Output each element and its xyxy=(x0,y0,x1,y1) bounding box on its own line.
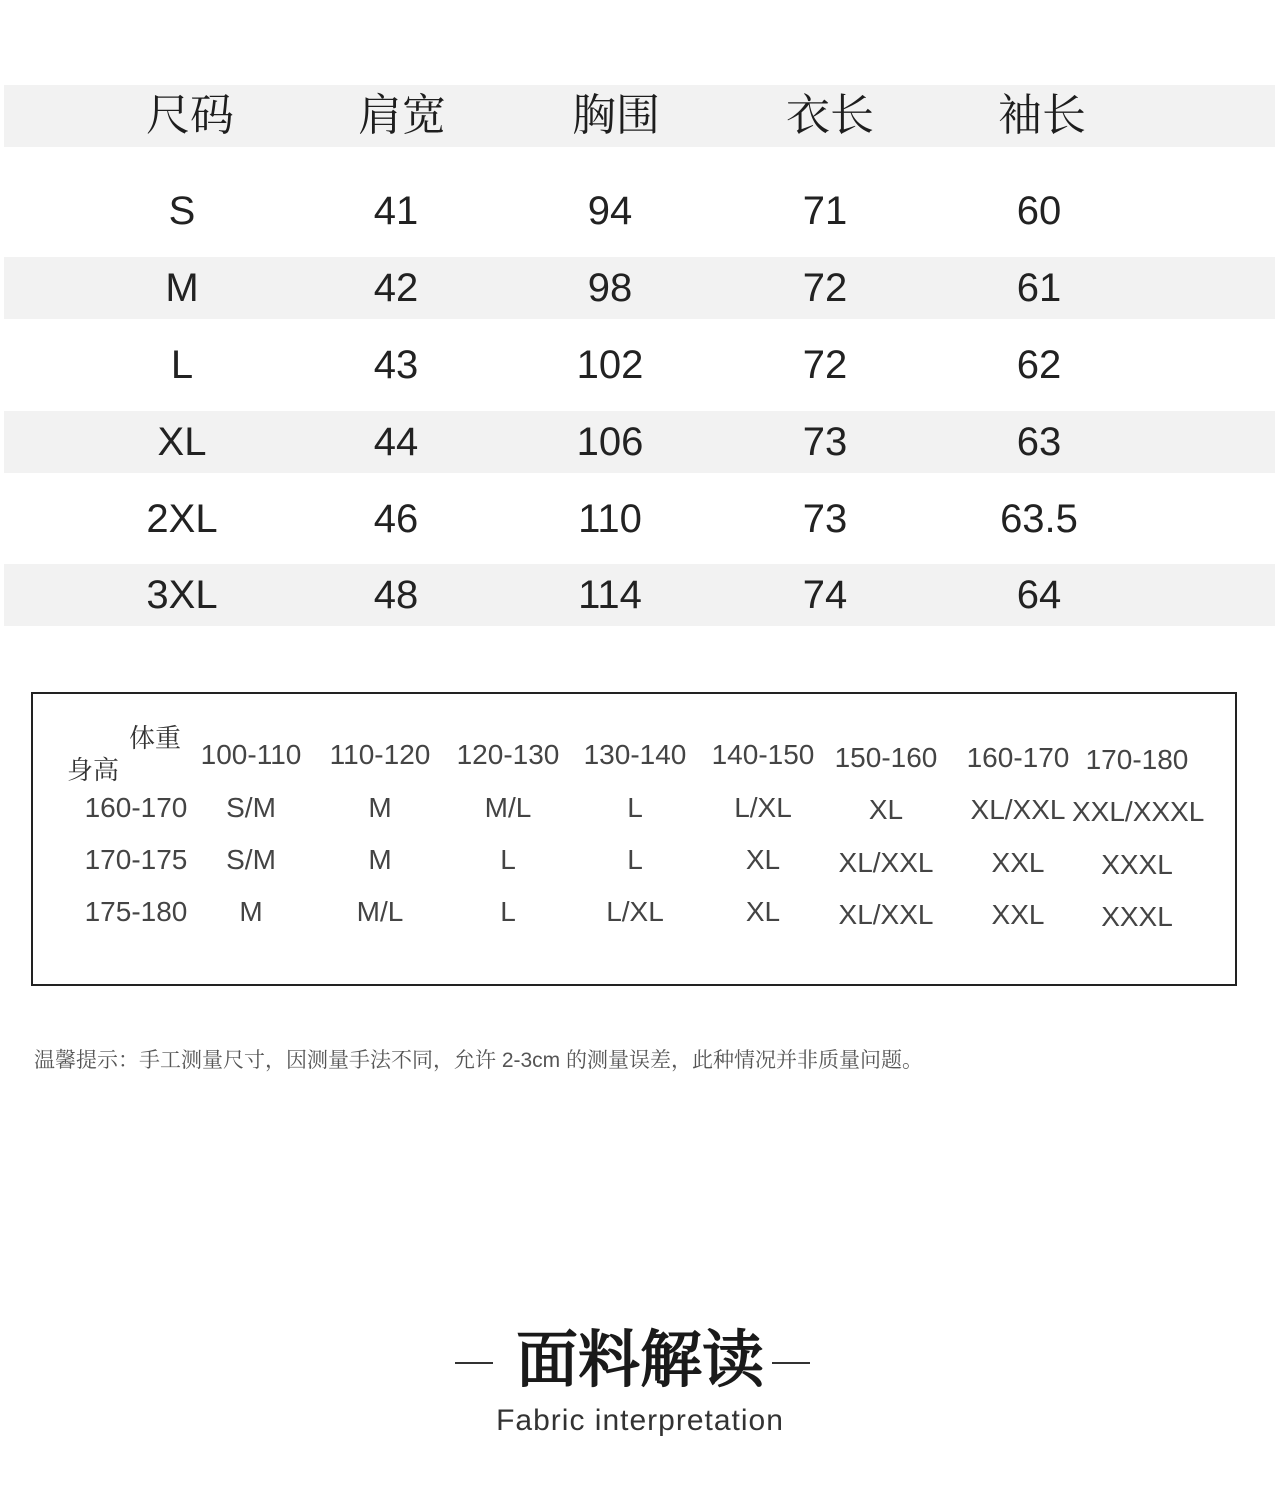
size-recommendation-table xyxy=(31,692,1237,986)
table-row xyxy=(4,257,1275,319)
size-suggestion: XL/XXL xyxy=(838,899,934,930)
table-cell: 42 xyxy=(373,266,419,310)
table-cell: 61 xyxy=(1016,266,1062,310)
size-cell: L xyxy=(170,343,194,387)
table-cell: 46 xyxy=(373,497,419,541)
table-row xyxy=(4,564,1275,626)
size-cell: M xyxy=(165,266,199,310)
table-cell: 94 xyxy=(587,189,633,233)
table-cell: 110 xyxy=(578,497,642,541)
size-suggestion: M/L xyxy=(356,896,404,927)
size-suggestion: XL xyxy=(745,896,781,927)
table-cell: 106 xyxy=(576,420,644,464)
size-suggestion: L xyxy=(500,896,516,927)
size-suggestion: XXL xyxy=(991,899,1045,930)
weight-range-header: 140-150 xyxy=(711,739,815,770)
section-title: 面料解读 xyxy=(515,1323,764,1396)
header-cell: 袖长 xyxy=(998,91,1086,140)
header-cell: 胸围 xyxy=(572,91,660,140)
table-cell: 98 xyxy=(587,266,633,310)
table-row xyxy=(4,180,1275,242)
size-suggestion: XXL xyxy=(991,847,1045,878)
size-table-header xyxy=(4,85,1275,147)
measurement-tip: 温馨提示：手工测量尺寸，因测量手法不同，允许 2-3cm 的测量误差，此种情况并非质量问题。 xyxy=(34,1049,924,1072)
table-cell: 72 xyxy=(802,266,848,310)
size-suggestion: M xyxy=(368,792,392,823)
size-suggestion: XXXL xyxy=(1101,901,1173,932)
table-cell: 102 xyxy=(576,343,644,387)
weight-axis-label: 体重 xyxy=(129,723,182,753)
weight-range-header: 110-120 xyxy=(329,739,431,770)
table-row xyxy=(4,334,1275,396)
size-suggestion: XL/XXL xyxy=(838,847,934,878)
table-cell: 73 xyxy=(802,497,848,541)
table-cell: 71 xyxy=(802,189,848,233)
size-suggestion: S/M xyxy=(226,844,276,875)
table-cell: 64 xyxy=(1016,573,1062,617)
table-cell: 41 xyxy=(373,189,419,233)
size-suggestion: S/M xyxy=(226,792,276,823)
size-suggestion: XL xyxy=(868,794,904,825)
weight-range-header: 170-180 xyxy=(1085,744,1189,775)
weight-range-header: 120-130 xyxy=(456,739,560,770)
table-cell: 63.5 xyxy=(1000,497,1078,541)
title-dash-right xyxy=(772,1362,810,1364)
table-cell: 63 xyxy=(1016,420,1062,464)
size-cell: XL xyxy=(157,420,207,464)
section-subtitle: Fabric interpretation xyxy=(496,1404,784,1437)
size-suggestion: L/XL xyxy=(606,896,664,927)
size-suggestion: M/L xyxy=(484,792,532,823)
table-cell: 74 xyxy=(802,573,848,617)
header-cell: 尺码 xyxy=(146,91,234,140)
weight-range-header: 130-140 xyxy=(583,739,687,770)
size-cell: 3XL xyxy=(146,573,218,617)
size-suggestion: XXL/XXXL xyxy=(1072,796,1205,827)
height-range-label: 160-170 xyxy=(84,792,188,823)
table-cell: 114 xyxy=(578,573,642,617)
table-cell: 73 xyxy=(802,420,848,464)
size-cell: 2XL xyxy=(146,497,218,541)
size-cell: S xyxy=(168,189,196,233)
table-cell: 44 xyxy=(373,420,419,464)
height-range-label: 175-180 xyxy=(84,896,188,927)
table-row xyxy=(4,488,1275,550)
size-suggestion: L xyxy=(627,844,643,875)
table-cell: 72 xyxy=(802,343,848,387)
header-cell: 肩宽 xyxy=(358,91,446,140)
size-suggestion: XL/XXL xyxy=(970,794,1066,825)
table-cell: 60 xyxy=(1016,189,1062,233)
weight-range-header: 100-110 xyxy=(200,739,302,770)
height-axis-label: 身高 xyxy=(67,755,120,785)
size-suggestion: L xyxy=(627,792,643,823)
size-suggestion: XL xyxy=(745,844,781,875)
size-suggestion: M xyxy=(239,896,263,927)
size-suggestion: L/XL xyxy=(734,792,792,823)
table-cell: 48 xyxy=(373,573,419,617)
table-cell: 62 xyxy=(1016,343,1062,387)
size-suggestion: L xyxy=(500,844,516,875)
table-row xyxy=(4,411,1275,473)
table-cell: 43 xyxy=(373,343,419,387)
size-suggestion: XXXL xyxy=(1101,849,1173,880)
header-cell: 衣长 xyxy=(786,91,874,140)
weight-range-header: 150-160 xyxy=(834,742,938,773)
height-range-label: 170-175 xyxy=(84,844,188,875)
weight-range-header: 160-170 xyxy=(966,742,1070,773)
size-suggestion: M xyxy=(368,844,392,875)
